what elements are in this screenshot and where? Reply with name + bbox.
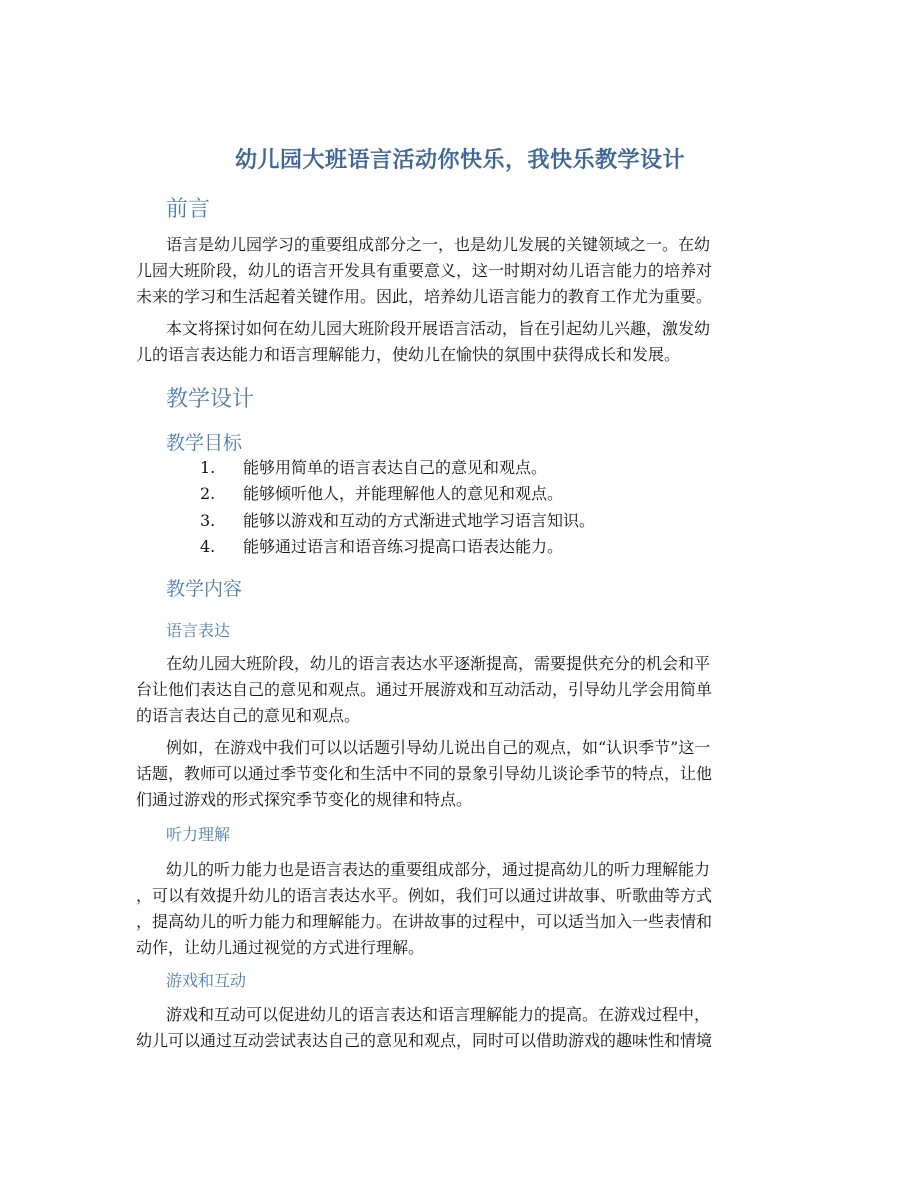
document-title: 幼儿园大班语言活动你快乐，我快乐教学设计	[234, 147, 685, 173]
text-line: 游戏和互动可以促进幼儿的语言表达和语言理解能力的提高。在游戏过程中，	[166, 1005, 711, 1024]
text-line: 们通过游戏的形式探究季节变化的规律和特点。	[136, 790, 473, 809]
text-line: 例如，在游戏中我们可以以话题引导幼儿说出自己的观点，如“认识季节”这一	[166, 738, 711, 757]
text-line: ，提高幼儿的听力能力和理解能力。在讲故事的过程中，可以适当加入一些表情和	[136, 912, 713, 931]
listening-paragraph-1	[136, 857, 788, 961]
text-line: 话题，教师可以通过季节变化和生活中不同的景象引导幼儿谈论季节的特点，让他	[136, 764, 713, 783]
subheading-goals: 教学目标	[166, 432, 243, 454]
list-number: 4.	[200, 536, 216, 556]
text-line: 的语言表达自己的意见和观点。	[136, 706, 361, 725]
text-line: 在幼儿园大班阶段，幼儿的语言表达水平逐渐提高，需要提供充分的机会和平	[166, 654, 711, 673]
list-number: 2.	[200, 484, 216, 504]
list-item	[200, 481, 760, 507]
list-item-text: 能够以游戏和互动的方式渐进式地学习语言知识。	[243, 510, 596, 530]
list-item	[200, 508, 760, 534]
text-line: 本文将探讨如何在幼儿园大班阶段开展语言活动，旨在引起幼儿兴趣，激发幼	[166, 319, 711, 338]
list-number: 1.	[200, 458, 216, 477]
list-item	[200, 455, 760, 481]
goals-list	[200, 455, 760, 560]
text-line: 幼儿的听力能力也是语言表达的重要组成部分，通过提高幼儿的听力理解能力	[166, 860, 711, 879]
subsubheading-games: 游戏和互动	[166, 971, 247, 990]
list-item	[200, 534, 760, 560]
text-line: 儿园大班阶段，幼儿的语言开发具有重要意义，这一时期对幼儿语言能力的培养对	[136, 261, 713, 280]
preface-paragraph-1	[136, 232, 788, 310]
expression-paragraph-1	[136, 651, 788, 729]
list-item-text: 能够用简单的语言表达自己的意见和观点。	[243, 458, 548, 477]
expression-paragraph-2	[136, 735, 788, 813]
text-line: ，可以有效提升幼儿的语言表达水平。例如，我们可以通过讲故事、听歌曲等方式	[136, 886, 713, 905]
text-line: 语言是幼儿园学习的重要组成部分之一，也是幼儿发展的关键领域之一。在幼	[166, 235, 711, 254]
list-item-text: 能够通过语言和语音练习提高口语表达能力。	[243, 536, 564, 556]
section-heading-preface: 前言	[166, 197, 211, 222]
subsubheading-expression: 语言表达	[166, 621, 231, 640]
text-line: 动作，让幼儿通过视觉的方式进行理解。	[136, 938, 425, 957]
text-line: 幼儿可以通过互动尝试表达自己的意见和观点，同时可以借助游戏的趣味性和情境	[136, 1031, 713, 1050]
text-line: 未来的学习和生活起着关键作用。因此，培养幼儿语言能力的教育工作尤为重要。	[136, 287, 713, 306]
section-heading-design: 教学设计	[166, 387, 255, 412]
subheading-content: 教学内容	[166, 578, 243, 600]
list-number: 3.	[200, 510, 216, 530]
text-line: 台让他们表达自己的意见和观点。通过开展游戏和互动活动，引导幼儿学会用简单	[136, 680, 713, 699]
games-paragraph-1	[136, 1002, 788, 1054]
list-item-text: 能够倾听他人，并能理解他人的意见和观点。	[243, 484, 564, 504]
subsubheading-listening: 听力理解	[166, 825, 231, 844]
text-line: 儿的语言表达能力和语言理解能力，使幼儿在愉快的氛围中获得成长和发展。	[136, 345, 681, 364]
preface-paragraph-2	[136, 316, 788, 368]
